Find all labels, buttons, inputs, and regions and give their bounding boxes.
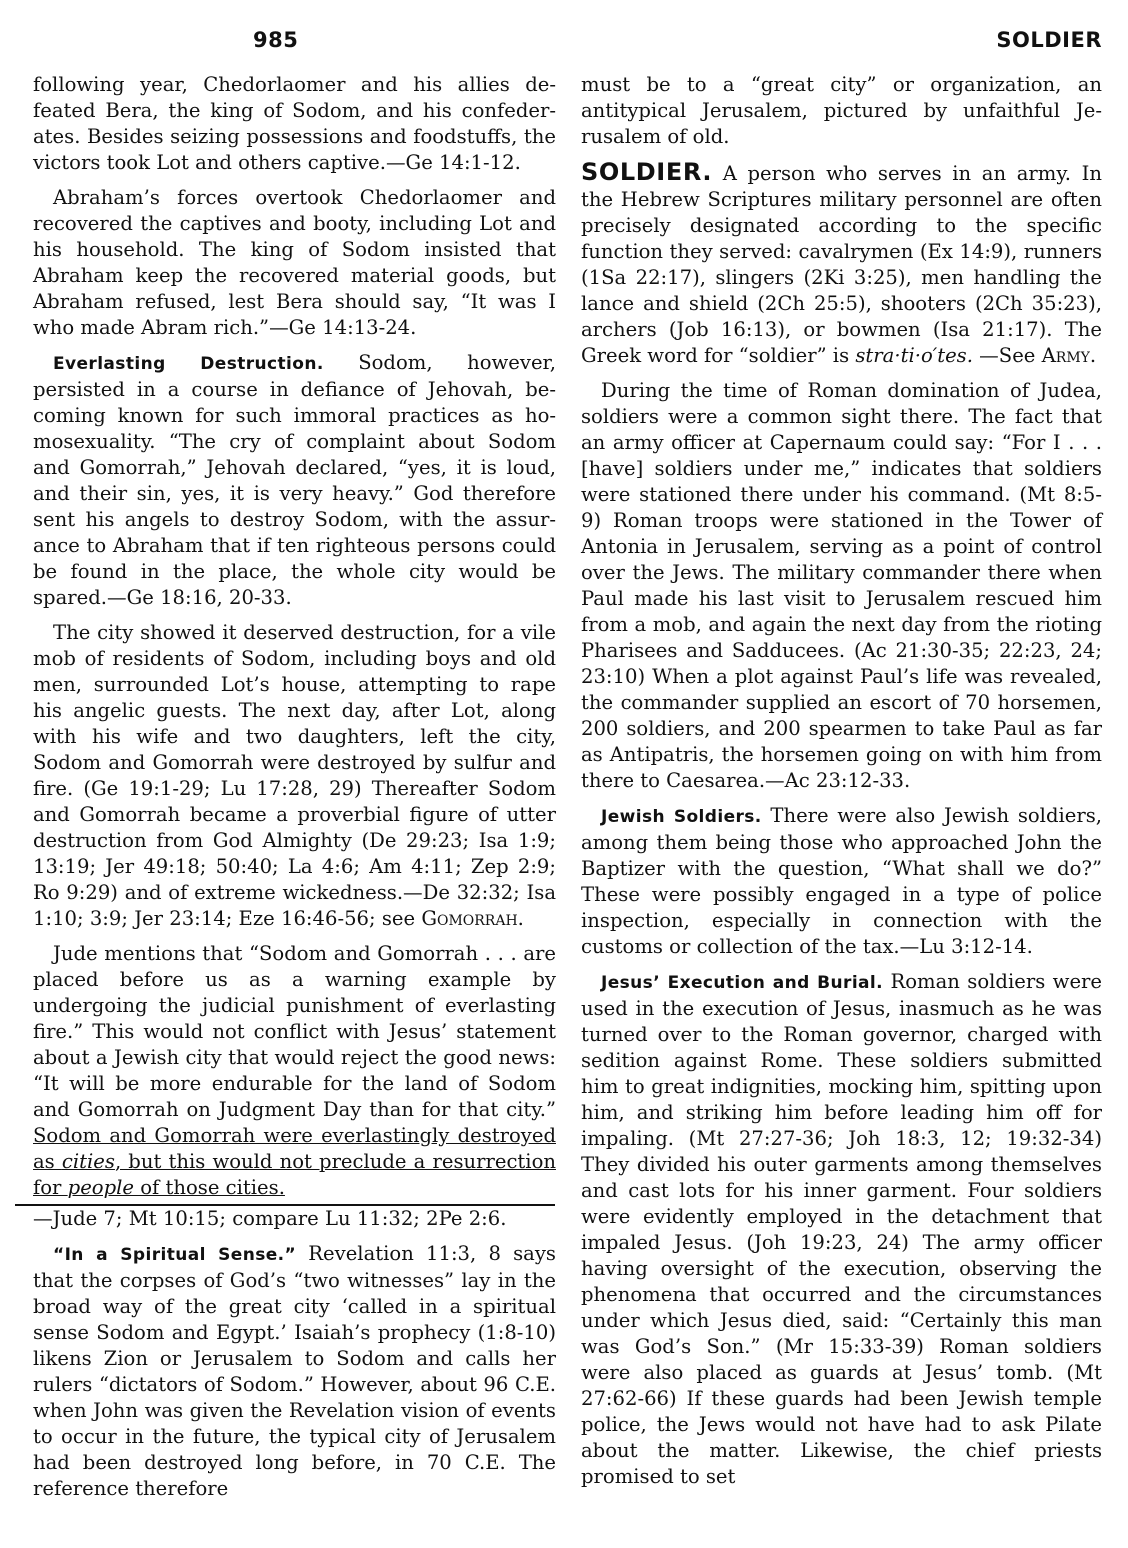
paragraph-text: The city showed it deserved destruction, for a vile mob of residents of Sodom, including boys and old men, surrounded Lot’s house, attempting to rape his angelic guests. The next day, after Lot, along with his wife and two daughters, left the city, Sodom and Gomorrah were destroyed by sulfur and fire. (Ge 19:1-29; Lu 17:28, 29) Thereafter Sodom and Gomorrah became a proverbial figure of utter destruction from God Almighty (De 29:23; Isa 1:9; 13:19; Jer 49:18; 50:40; La 4:6; Am 4:11; Zep 2:9; Ro 9:29) and of extreme wickedness.—De 32:32; Isa 1:10; 3:9; Jer 23:14; Eze 16:46-56; see (33, 621, 556, 930)
paragraph: following year, Chedorlaomer and his allies defeated Bera, the king of Sodom, and his confederates. Besides seizing possessions and foodstuffs, the victors took Lot and others captive.—Ge 14:1-12. (33, 73, 556, 174)
paragraph: During the time of Roman domination of Judea, soldiers were a common sight there. The fact that an army officer at Capernaum could say: “For I . . . [have] soldiers under me,” indicates that soldiers were stationed there under his command. (Mt 8:5-9) Roman troops were stationed in the Tower of Antonia in Jerusalem, serving as a point of control over the Jews. The military commander there when Paul made his last visit to Jerusalem rescued him from a mob, and again the next day from the rioting Pharisees and Sadducees. (Ac 21:30-35; 22:23, 24; 23:10) When a plot against Paul’s life was revealed, the commander supplied an escort of 70 horsemen, 200 soldiers, and 200 spearmen to take Paul as far as Antipatris, the horsemen going on with him from there to Caesarea.—Ac 23:12-33. (581, 379, 1102, 792)
punctuation: . (1089, 344, 1097, 367)
paragraph (33, 620, 556, 932)
paragraph: must be to a “great city” or organization, an antitypical Jerusalem, pictured by unfaithful Jerusalem of old. (581, 73, 1102, 148)
guide-word: SOLDIER (996, 28, 1102, 52)
pen-underline-mark (15, 1204, 555, 1206)
paragraph (581, 969, 1102, 1490)
paragraph-text: Sodom, however, persisted in a course in defiance of Jehovah, becoming known for such immoral practices as homosexuality. “The cry of complaint about Sodom and Gomorrah,” Jehovah declared, “yes, it is loud, and their sin, yes, it is very heavy.” God therefore sent his angels to destroy Sodom, with the assurance to Abraham that if ten righteous persons could be found in the place, the whole city would be spared.—Ge 18:16, 20-33. (33, 351, 556, 609)
paragraph-text: Revelation 11:3, 8 says that the corpses of God’s “two witnesses” lay in the broad way of the great city ‘called in a spiritual sense Sodom and Egypt.’ Isaiah’s prophecy (1:8-10) likens Zion or Jerusalem to Sodom and calls her rulers “dictators of Sodom.” However, about 96 C.E. when John was given the Revelation vision of events to occur in the future, the typical city of Jerusalem had been destroyed long before, in 70 C.E. The reference therefore (33, 1242, 556, 1500)
paragraph (33, 350, 556, 611)
underlined-text: , but this would not preclude a resurrection for (33, 1150, 556, 1199)
see-label: —See (972, 344, 1042, 367)
paragraph: Abraham’s forces overtook Chedorlaomer and recovered the captives and booty, including Lot and his household. The king of Sodom insisted that Abraham keep the recovered material goods, but Abraham refused, lest Bera should say, “It was I who made Abram rich.”—Ge 14:13-24. (33, 186, 556, 339)
cross-reference: Gomorrah (421, 907, 518, 930)
italic-text: cities (61, 1150, 115, 1173)
underlined-text: of those cities. (134, 1176, 285, 1199)
entry-heading: SOLDIER. (581, 158, 713, 186)
subheading: “In a Spiritual Sense.” (53, 1245, 297, 1265)
paragraph (33, 1241, 556, 1502)
entry-paragraph (581, 159, 1102, 369)
underlined-passage (33, 1124, 556, 1199)
italic-text: people (67, 1176, 134, 1199)
paragraph-text: Jude mentions that “Sodom and Gomorrah . . . are placed before us as a warning example by undergoing the judicial punishment of everlasting fire.” This would not conflict with Jesus’ statement about a Jewish city that would reject the good news: “It will be more endurable for the land of Sodom and Gomorrah on Judgment Day than for that city.” (33, 942, 556, 1121)
subheading: Jewish Soldiers. (601, 807, 762, 827)
paragraph-text: A person who serves in an army. In the Hebrew Scriptures military personnel are often precisely designated according to the specific function they served: cavalrymen (Ex 14:9), runners (1Sa 22:17), slingers (2Ki 3:25), men handling the lance and shield (2Ch 25:5), shooters (2Ch 35:23), archers (Job 16:13), or bowmen (Isa 21:17). The Greek word for “soldier” is (581, 162, 1102, 367)
page-number: 985 (253, 28, 299, 52)
underlined-text: Sodom and Gomorrah were everlastingly destroyed as (33, 1124, 556, 1173)
citation: —Jude 7; Mt 10:15; compare Lu 11:32; 2Pe 2:6. (33, 1207, 507, 1230)
subheading: Jesus’ Execution and Burial. (601, 973, 884, 993)
subheading: Everlasting Destruction. (53, 354, 324, 374)
left-column (33, 72, 556, 1511)
cross-reference: Army (1041, 344, 1090, 367)
paragraph (581, 803, 1102, 960)
punctuation: . (517, 907, 524, 930)
greek-word: stra·ti·o′tes. (855, 344, 973, 367)
right-column (581, 72, 1102, 1499)
paragraph-text: Roman soldiers were used in the execution of Jesus, inasmuch as he was turned over to the Roman governor, charged with sedition against Rome. These soldiers submitted him to great indignities, mocking him, spitting upon him, and striking him before leading him off for impaling. (Mt 27:27-36; Joh 18:3, 12; 19:32-34) They divided his outer garments among themselves and cast lots for his inner garment. Four soldiers were evidently employed in the detachment that impaled Jesus. (Joh 19:23, 24) The army officer having oversight of the execution, observing the phenomena that occurred and the circumstances under which Jesus died, said: “Certainly this man was God’s Son.” (Mr 15:33-39) Roman soldiers were also placed as guards at Jesus’ tomb. (Mt 27:62-66) If these guards had been Jewish temple police, the Jews would not have had to ask Pilate about the matter. Likewise, the chief priests promised to set (581, 970, 1103, 1488)
paragraph (33, 941, 556, 1232)
paragraph-text: There were also Jewish soldiers, among them being those who approached John the Baptizer with the question, “What shall we do?” These were possibly engaged in a type of police inspection, especially in connection with the customs or collection of the tax.—Lu 3:12-14. (581, 804, 1102, 958)
